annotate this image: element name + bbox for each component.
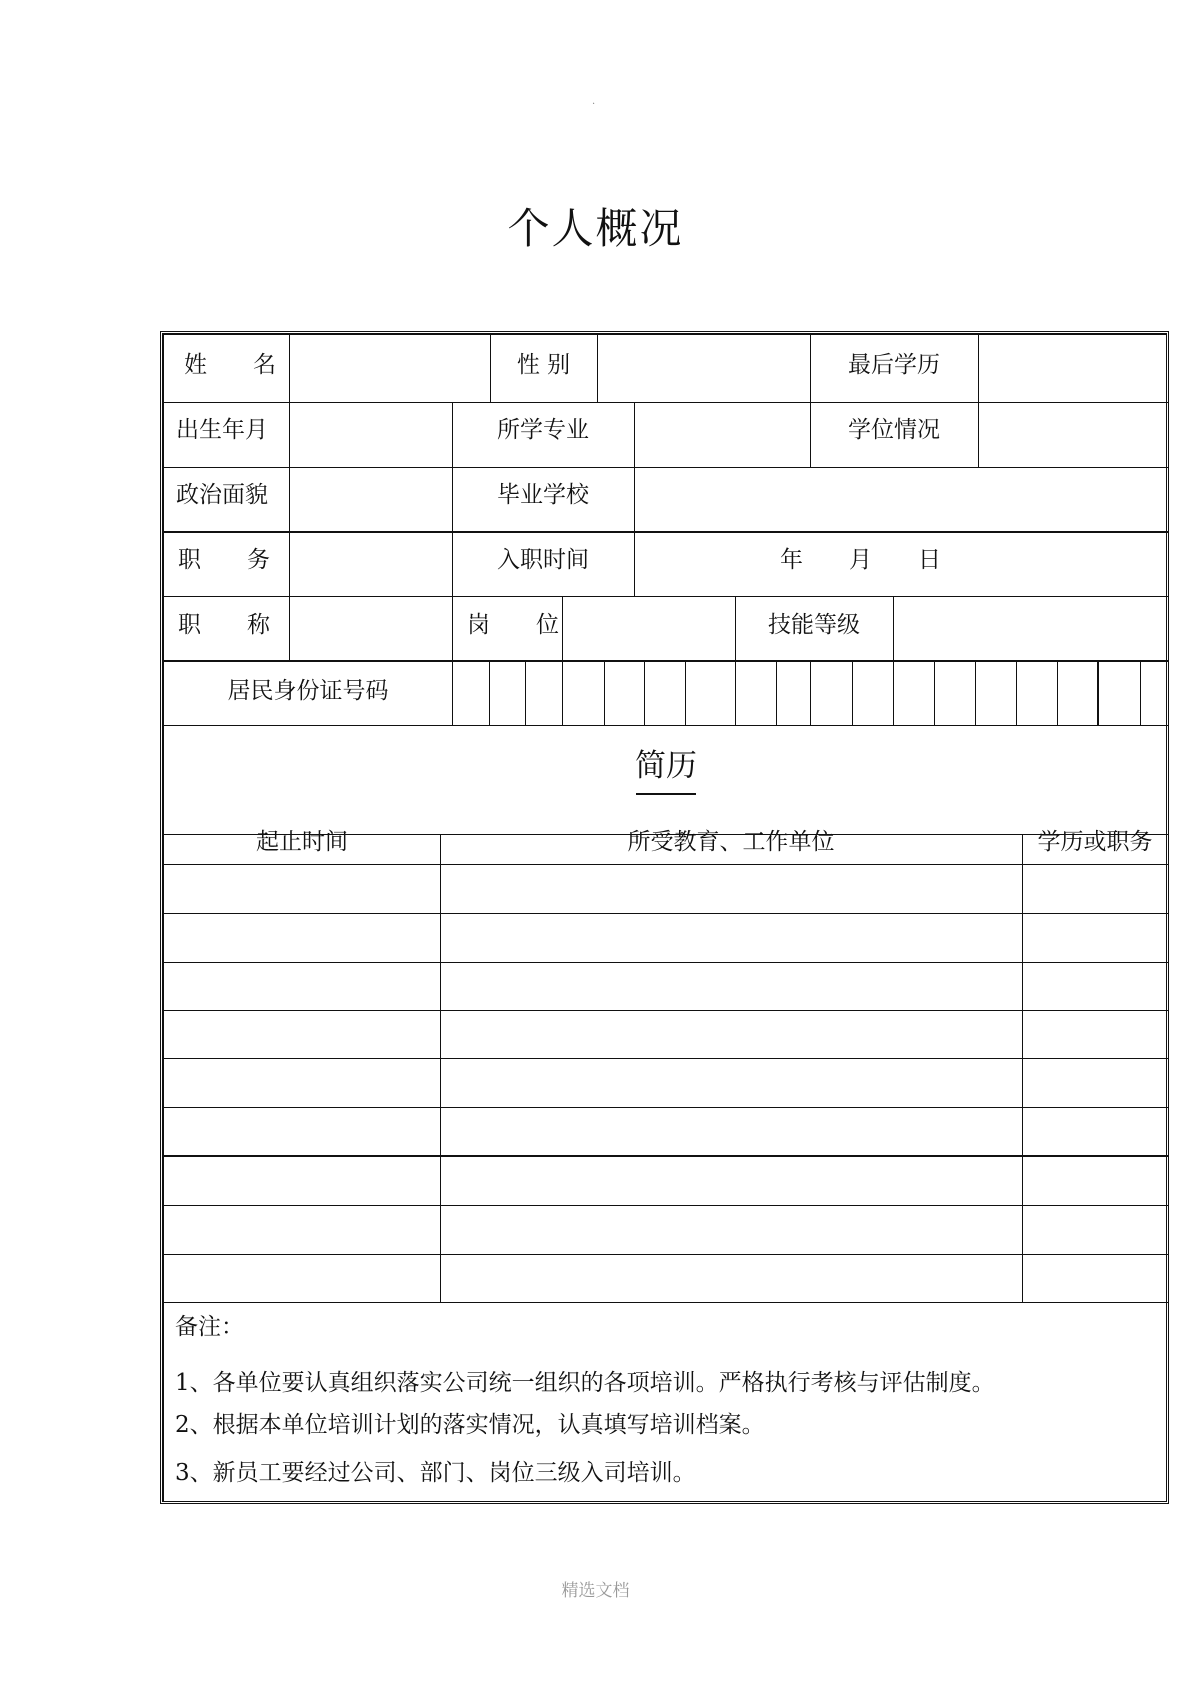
- label-post: 岗 位: [467, 612, 559, 638]
- label-major: 所学专业: [497, 417, 589, 443]
- position-field[interactable]: [290, 533, 451, 595]
- page-title: 个人概况: [507, 204, 684, 253]
- row-divider: [164, 725, 1168, 726]
- label-school: 毕业学校: [497, 482, 589, 508]
- label-birth: 出生年月: [176, 417, 268, 443]
- label-gender: 性 别: [516, 352, 571, 378]
- notes-heading: 备注：: [175, 1314, 244, 1340]
- note-item: 1、各单位要认真组织落实公司统一组织的各项培训。严格执行考核与评估制度。: [175, 1370, 995, 1396]
- col-header-period: 起止时间: [256, 829, 348, 855]
- political-field[interactable]: [290, 468, 451, 530]
- id-digit-divider: [852, 660, 853, 725]
- degree-field[interactable]: [979, 403, 1167, 466]
- header-mark: .: [592, 96, 596, 107]
- id-digit-divider: [562, 660, 563, 725]
- skill-level-field[interactable]: [894, 597, 1167, 659]
- label-position: 职 务: [178, 547, 270, 573]
- id-digit-divider: [1140, 660, 1141, 725]
- id-digit-divider: [525, 660, 526, 725]
- id-digit-divider: [893, 660, 894, 725]
- job-title-field[interactable]: [290, 597, 451, 659]
- label-name: 姓 名: [184, 352, 276, 378]
- id-digit-divider: [1057, 660, 1058, 725]
- resume-col-divider: [440, 834, 441, 1302]
- birth-field[interactable]: [290, 403, 451, 466]
- resume-row-line: [164, 1010, 1168, 1011]
- school-field[interactable]: [635, 468, 1167, 530]
- resume-row-line: [164, 864, 1168, 865]
- label-education: 最后学历: [848, 352, 940, 378]
- id-digit-divider: [1097, 660, 1099, 725]
- resume-row-line: [164, 1058, 1168, 1059]
- resume-row-line: [164, 962, 1168, 963]
- col-header-organization: 所受教育、工作单位: [627, 829, 835, 855]
- note-item: 2、根据本单位培训计划的落实情况，认真填写培训档案。: [175, 1412, 765, 1438]
- id-digit-divider: [810, 660, 811, 725]
- id-digit-divider: [975, 660, 976, 725]
- id-digit-divider: [934, 660, 935, 725]
- gender-field[interactable]: [598, 336, 809, 401]
- resume-row-line: [164, 1107, 1168, 1108]
- footer-text: 精选文档: [561, 1581, 630, 1601]
- label-degree: 学位情况: [848, 417, 940, 443]
- label-political: 政治面貌: [176, 482, 268, 508]
- id-digit-divider: [776, 660, 777, 725]
- note-item: 3、新员工要经过公司、部门、岗位三级入司培训。: [175, 1460, 696, 1486]
- label-job-title: 职 称: [178, 612, 270, 638]
- label-id-number: 居民身份证号码: [227, 678, 389, 704]
- label-skill-level: 技能等级: [768, 612, 860, 638]
- resume-heading: 简历: [635, 748, 697, 784]
- id-digit-divider: [735, 660, 736, 725]
- label-entry-date: 入职时间: [497, 547, 589, 573]
- resume-heading-underline: [636, 793, 696, 795]
- resume-row-line: [164, 913, 1168, 914]
- id-digit-divider: [604, 660, 605, 725]
- name-field[interactable]: [290, 336, 489, 401]
- major-field[interactable]: [635, 403, 809, 466]
- resume-row-line: [164, 1302, 1168, 1303]
- id-digit-divider: [685, 660, 686, 725]
- resume-col-divider: [1022, 834, 1023, 1302]
- id-digit-divider: [489, 660, 490, 725]
- row-divider: [164, 660, 1168, 662]
- entry-date-format: 年 月 日: [780, 547, 941, 573]
- resume-row-line: [164, 1205, 1168, 1206]
- resume-row-line: [164, 1254, 1168, 1255]
- resume-row-line: [164, 1155, 1168, 1157]
- col-header-title: 学历或职务: [1037, 829, 1153, 855]
- id-digit-divider: [644, 660, 645, 725]
- id-digit-divider: [1016, 660, 1017, 725]
- post-field[interactable]: [563, 597, 734, 659]
- education-field[interactable]: [979, 336, 1167, 401]
